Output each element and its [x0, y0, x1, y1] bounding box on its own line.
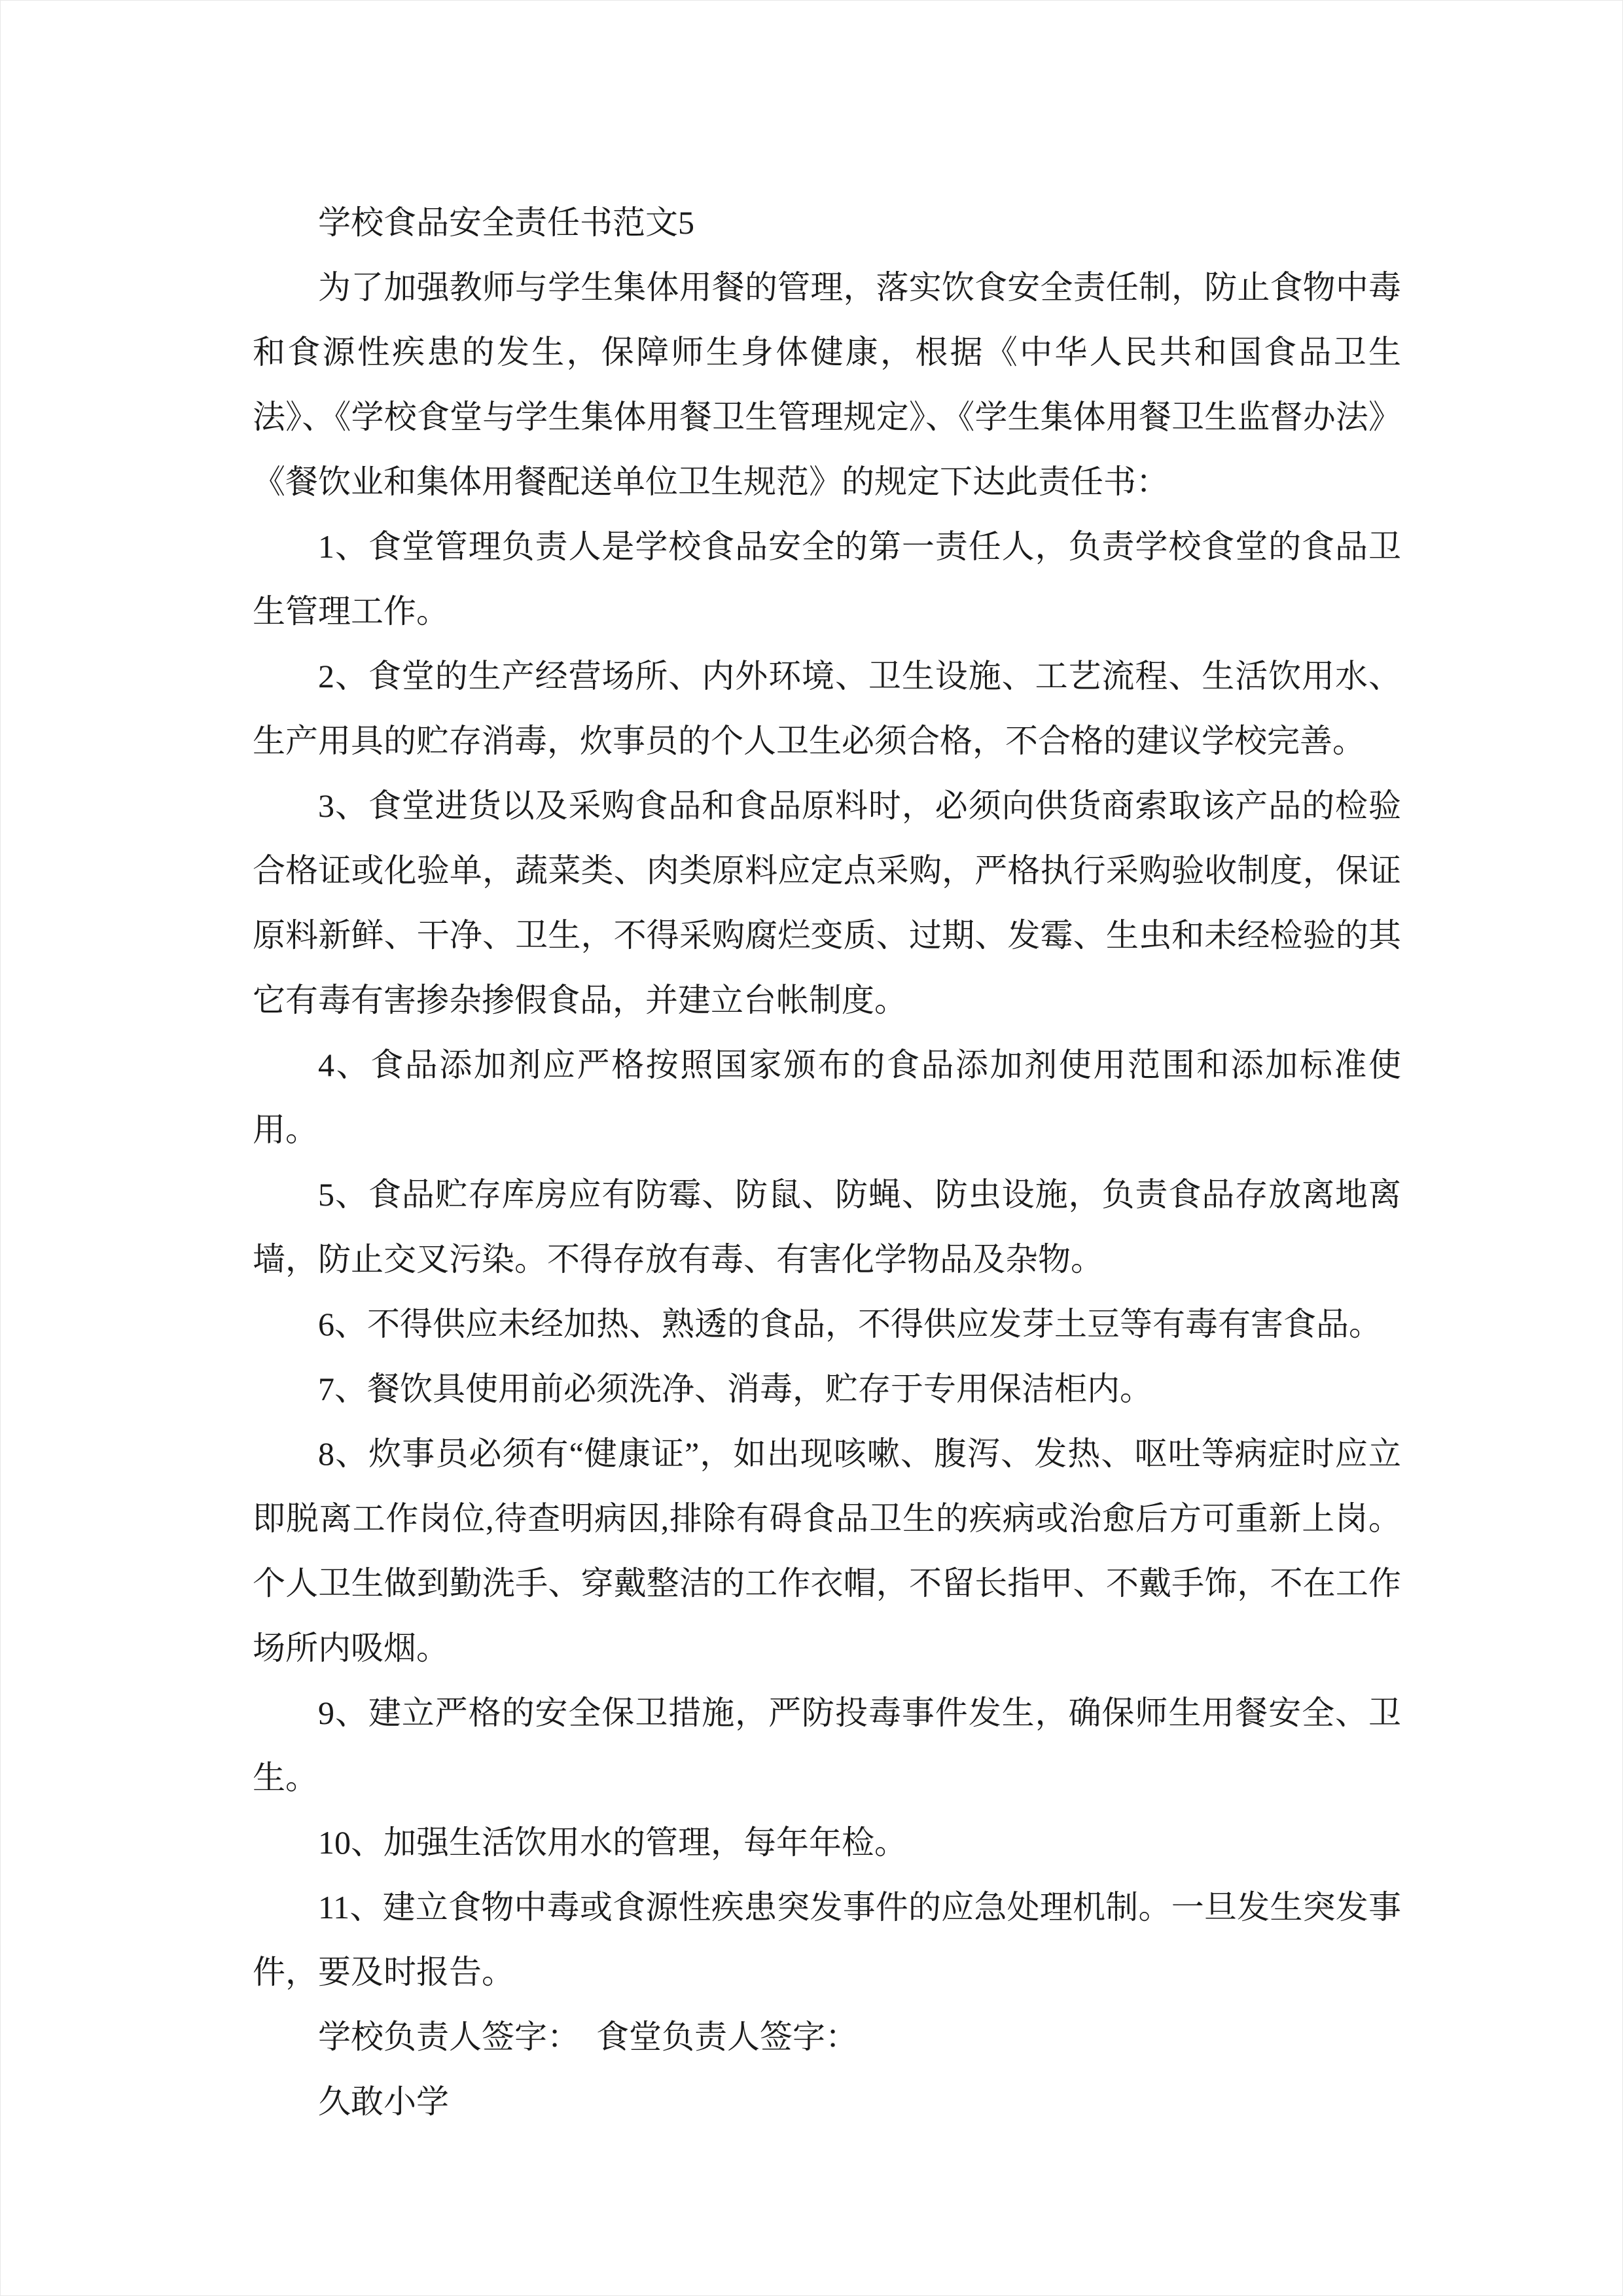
- document-body: [253, 190, 1401, 2134]
- paragraph-item-1: 1、食堂管理负责人是学校食品安全的第一责任人，负责学校食堂的食品卫生管理工作。: [253, 528, 1401, 630]
- paragraph-item-9: 9、建立严格的安全保卫措施，严防投毒事件发生，确保师生用餐安全、卫生。: [253, 1695, 1401, 1796]
- paragraph-item-4: 4、食品添加剂应严格按照国家颁布的食品添加剂使用范围和添加标准使用。: [253, 1047, 1401, 1148]
- paragraph-item-6: 6、不得供应未经加热、熟透的食品，不得供应发芽土豆等有毒有害食品。: [318, 1306, 1382, 1342]
- paragraph-item-10: 10、加强生活饮用水的管理，每年年检。: [318, 1824, 907, 1861]
- paragraph-item-5: 5、食品贮存库房应有防霉、防鼠、防蝇、防虫设施，负责食品存放离地离墙，防止交叉污染。不得存放有毒、有害化学物品及杂物。: [253, 1176, 1401, 1278]
- signature-line: 学校负责人签字： 食堂负责人签字：: [318, 2018, 858, 2055]
- paragraph-item-7: 7、餐饮具使用前必须洗净、消毒，贮存于专用保洁柜内。: [318, 1371, 1152, 1407]
- school-name: 久敢小学: [318, 2083, 449, 2120]
- paragraph-intro: 为了加强教师与学生集体用餐的管理，落实饮食安全责任制，防止食物中毒和食源性疾患的发生，保障师生身体健康，根据《中华人民共和国食品卫生法》、《学校食堂与学生集体用餐卫生管理规定》、《学生集体用餐卫生监督办法》《餐饮业和集体用餐配送单位卫生规范》的规定下达此责任书：: [253, 269, 1401, 500]
- paragraph-item-8: 8、炊事员必须有“健康证”，如出现咳嗽、腹泻、发热、呕吐等病症时应立即脱离工作岗位,待查明病因,排除有碍食品卫生的疾病或治愈后方可重新上岗。个人卫生做到勤洗手、穿戴整洁的工作衣帽，不留长指甲、不戴手饰，不在工作场所内吸烟。: [253, 1435, 1401, 1666]
- paragraph-item-11: 11、建立食物中毒或食源性疾患突发事件的应急处理机制。一旦发生突发事件，要及时报告。: [253, 1889, 1401, 1990]
- paragraph-item-2: 2、食堂的生产经营场所、内外环境、卫生设施、工艺流程、生活饮用水、生产用具的贮存消毒，炊事员的个人卫生必须合格，不合格的建议学校完善。: [253, 658, 1401, 759]
- doc-title: 学校食品安全责任书范文5: [318, 204, 694, 241]
- paragraph-item-3: 3、食堂进货以及采购食品和食品原料时，必须向供货商索取该产品的检验合格证或化验单，蔬菜类、肉类原料应定点采购，严格执行采购验收制度，保证原料新鲜、干净、卫生，不得采购腐烂变质、过期、发霉、生虫和未经检验的其它有毒有害掺杂掺假食品，并建立台帐制度。: [253, 787, 1401, 1018]
